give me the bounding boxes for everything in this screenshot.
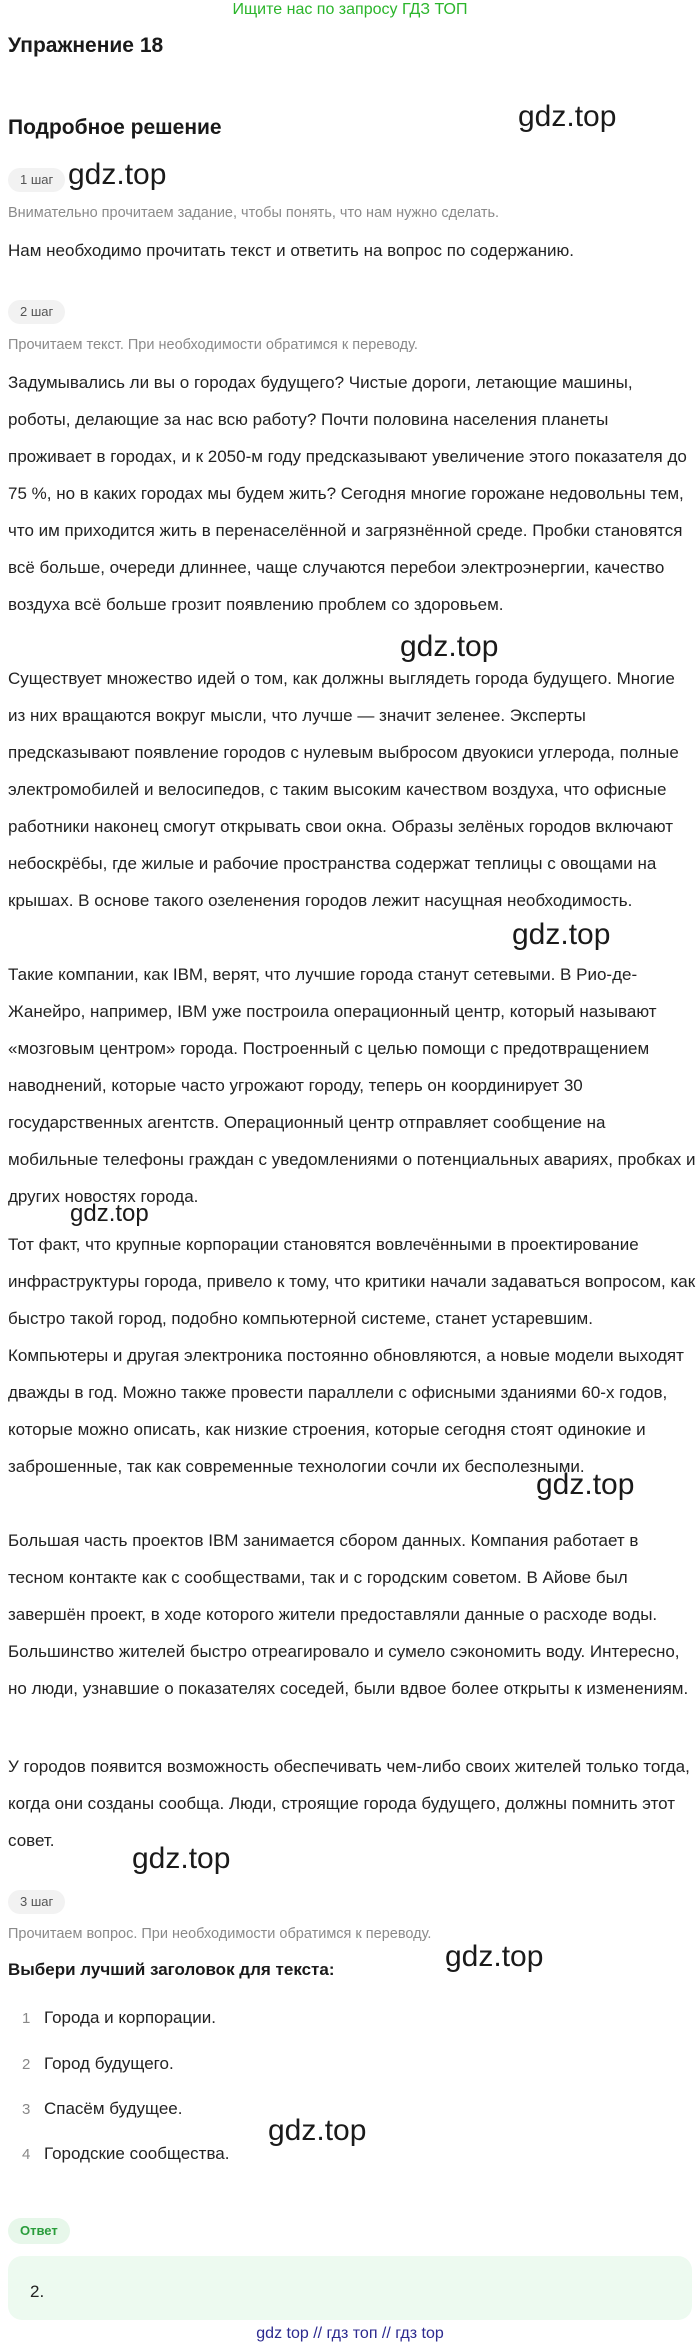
option-text: Город будущего. [44, 2054, 174, 2073]
answer-option [22, 2144, 229, 2168]
watermark: gdz.top [518, 100, 617, 133]
watermark: gdz.top [132, 1842, 231, 1875]
step-hint: Прочитаем текст. При необходимости обратимся к переводу. [8, 337, 418, 353]
footer-links[interactable]: gdz top // гдз топ // гдз top [256, 2325, 444, 2342]
watermark: gdz.top [400, 630, 499, 663]
answer-badge: Ответ [8, 2218, 70, 2244]
text-paragraph: У городов появится возможность обеспечивать чем-либо своих жителей только тогда, когда они созданы сообща. Люди, строящие города будущего, должны помнить этот совет. [8, 1757, 690, 1850]
answer-option [22, 2008, 216, 2032]
text-paragraph: Большая часть проектов IBM занимается сбором данных. Компания работает в тесном контакте как с сообществами, так и с городским советом. В Айове был завершён проект, в ходе которого жители предоставляли данные о расходе воды. Большинство жителей быстро отреагировало и сумело сэкономить воду. Интересно, но люди, узнавшие о показателях соседей, были вдвое более открыты к изменениям. [8, 1531, 689, 1698]
option-number: 1 [22, 2010, 31, 2027]
text-paragraph: Тот факт, что крупные корпорации становятся вовлечёнными в проектирование инфраструктуры города, привело к тому, что критики начали задаваться вопросом, как быстро такой город, подобно компьютерной системе, станет устаревшим. Компьютеры и другая электроника постоянно обновляются, а новые модели выходят дважды в год. Можно также провести параллели с офисными зданиями 60-х годов, которые можно описать, как низкие строения, которые сегодня стоят одинокие и заброшенные, так как современные технологии сочли их бесполезными. [8, 1235, 696, 1476]
step-hint: Прочитаем вопрос. При необходимости обратимся к переводу. [8, 1926, 432, 1942]
answer-value: 2. [30, 2282, 45, 2301]
step-badge: 1 шаг [8, 168, 65, 192]
section-subtitle: Подробное решение [8, 116, 222, 139]
watermark: gdz.top [512, 918, 611, 951]
step-badge: 2 шаг [8, 300, 65, 324]
answer-option [22, 2099, 182, 2123]
option-text: Городские сообщества. [44, 2144, 230, 2163]
question-text: Выбери лучший заголовок для текста: [8, 1960, 335, 1979]
text-paragraph: Такие компании, как IBM, верят, что лучшие города станут сетевыми. В Рио-де-Жанейро, например, IBM уже построила операционный центр, который называют «мозговым центром» города. Построенный с целью помощи с предотвращением наводнений, которые часто угрожают городу, теперь он координирует 30 государственных агентств. Операционный центр отправляет сообщение на мобильные телефоны граждан с уведомлениями о потенциальных авариях, пробках и других новостях города. [8, 965, 696, 1206]
step-badge: 3 шаг [8, 1890, 65, 1914]
option-number: 4 [22, 2146, 31, 2163]
step-hint: Внимательно прочитаем задание, чтобы понять, что нам нужно сделать. [8, 205, 500, 221]
top-banner: Ищите нас по запросу ГДЗ ТОП [232, 1, 468, 18]
watermark: gdz.top [68, 158, 167, 191]
watermark: gdz.top [268, 2114, 367, 2147]
text-paragraph: Задумывались ли вы о городах будущего? Чистые дороги, летающие машины, роботы, делающие за нас всю работу? Почти половина населения планеты проживает в городах, и к 2050-м году предсказывают увеличение этого показателя до 75 %, но в каких городах мы будем жить? Сегодня многие горожане недовольны тем, что им приходится жить в перенаселённой и загрязнённой среде. Пробки становятся всё больше, очереди длиннее, чаще случаются перебои электроэнергии, качество воздуха всё больше грозит появлению проблем со здоровьем. [8, 373, 687, 614]
watermark: gdz.top [536, 1468, 635, 1501]
text-paragraph: Существует множество идей о том, как должны выглядеть города будущего. Многие из них вращаются вокруг мысли, что лучше — значит зеленее. Эксперты предсказывают появление городов с нулевым выбросом двуокиси углерода, полные электромобилей и велосипедов, с таким высоким качеством воздуха, что офисные работники наконец смогут открывать свои окна. Образы зелёных городов включают небоскрёбы, где жилые и рабочие пространства содержат теплицы с овощами на крышах. В основе такого озеленения городов лежит насущная необходимость. [8, 669, 679, 910]
watermark: gdz.top [445, 1940, 544, 1973]
answer-box [8, 2256, 692, 2320]
option-number: 2 [22, 2056, 31, 2073]
option-number: 3 [22, 2101, 31, 2118]
answer-option [22, 2054, 174, 2078]
option-text: Спасём будущее. [44, 2099, 183, 2118]
watermark: gdz.top [70, 1200, 149, 1227]
page-title: Упражнение 18 [8, 34, 164, 57]
step-text: Нам необходимо прочитать текст и ответить на вопрос по содержанию. [8, 241, 574, 260]
option-text: Города и корпорации. [44, 2008, 216, 2027]
